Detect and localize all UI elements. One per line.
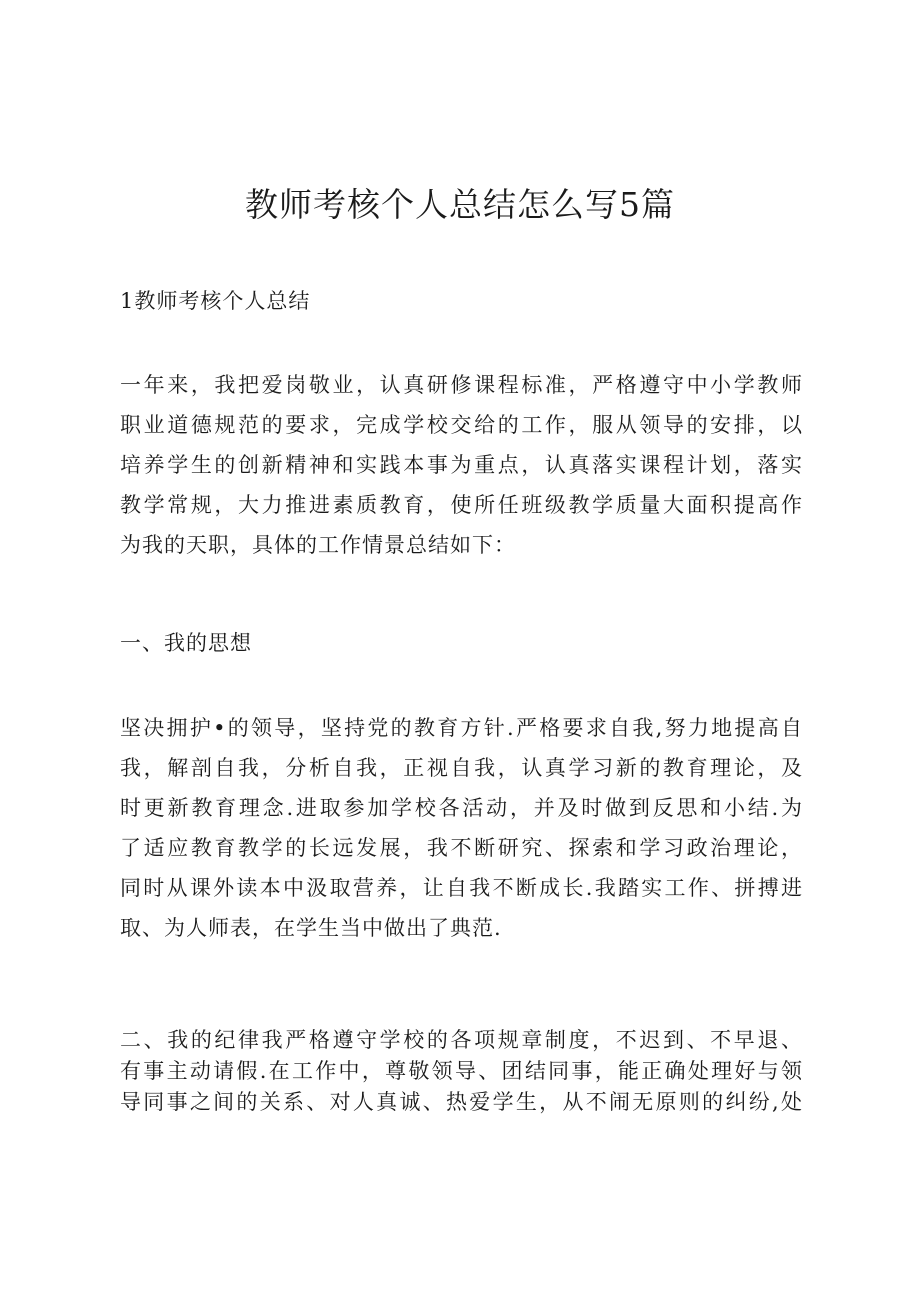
article-subtitle: 1教师考核个人总结 <box>120 289 311 313</box>
paragraph-line: 二、我的纪律我严格遵守学校的各项规章制度，不迟到、不早退、 <box>120 1028 803 1052</box>
section-paragraph-thought <box>120 708 803 948</box>
paragraph-line: 培养学生的创新精神和实践本事为重点，认真落实课程计划，落实 <box>120 453 803 477</box>
paragraph-line: 教学常规，大力推进素质教育，使所任班级教学质量大面积提高作 <box>120 493 803 517</box>
paragraph-line: 职业道德规范的要求，完成学校交给的工作，服从领导的安排，以 <box>120 413 803 437</box>
paragraph-line: 坚决拥护•的领导，坚持党的教育方针.严格要求自我,努力地提高自 <box>120 716 803 740</box>
intro-paragraph <box>120 365 803 565</box>
paragraph-line: 一年来，我把爱岗敬业，认真研修课程标准，严格遵守中小学教师 <box>120 373 803 397</box>
paragraph-line: 为我的天职，具体的工作情景总结如下： <box>120 533 516 557</box>
paragraph-line: 我，解剖自我，分析自我，正视自我，认真学习新的教育理论，及 <box>120 756 803 780</box>
paragraph-line: 了适应教育教学的长远发展，我不断研究、探索和学习政治理论， <box>120 836 803 860</box>
paragraph-line: 导同事之间的关系、对人真诚、热爱学生，从不闹无原则的纠纷,处 <box>120 1090 803 1114</box>
paragraph-line: 有事主动请假.在工作中，尊敬领导、团结同事，能正确处理好与领 <box>120 1059 803 1083</box>
paragraph-line: 同时从课外读本中汲取营养，让自我不断成长.我踏实工作、拼搏进 <box>120 876 803 900</box>
section-paragraph-discipline <box>120 1025 803 1118</box>
paragraph-line: 时更新教育理念.进取参加学校各活动，并及时做到反思和小结.为 <box>120 796 803 820</box>
document-title: 教师考核个人总结怎么写5篇 <box>245 185 675 224</box>
section-heading-thought: 一、我的思想 <box>120 631 252 655</box>
paragraph-line: 取、为人师表，在学生当中做出了典范. <box>120 916 502 940</box>
